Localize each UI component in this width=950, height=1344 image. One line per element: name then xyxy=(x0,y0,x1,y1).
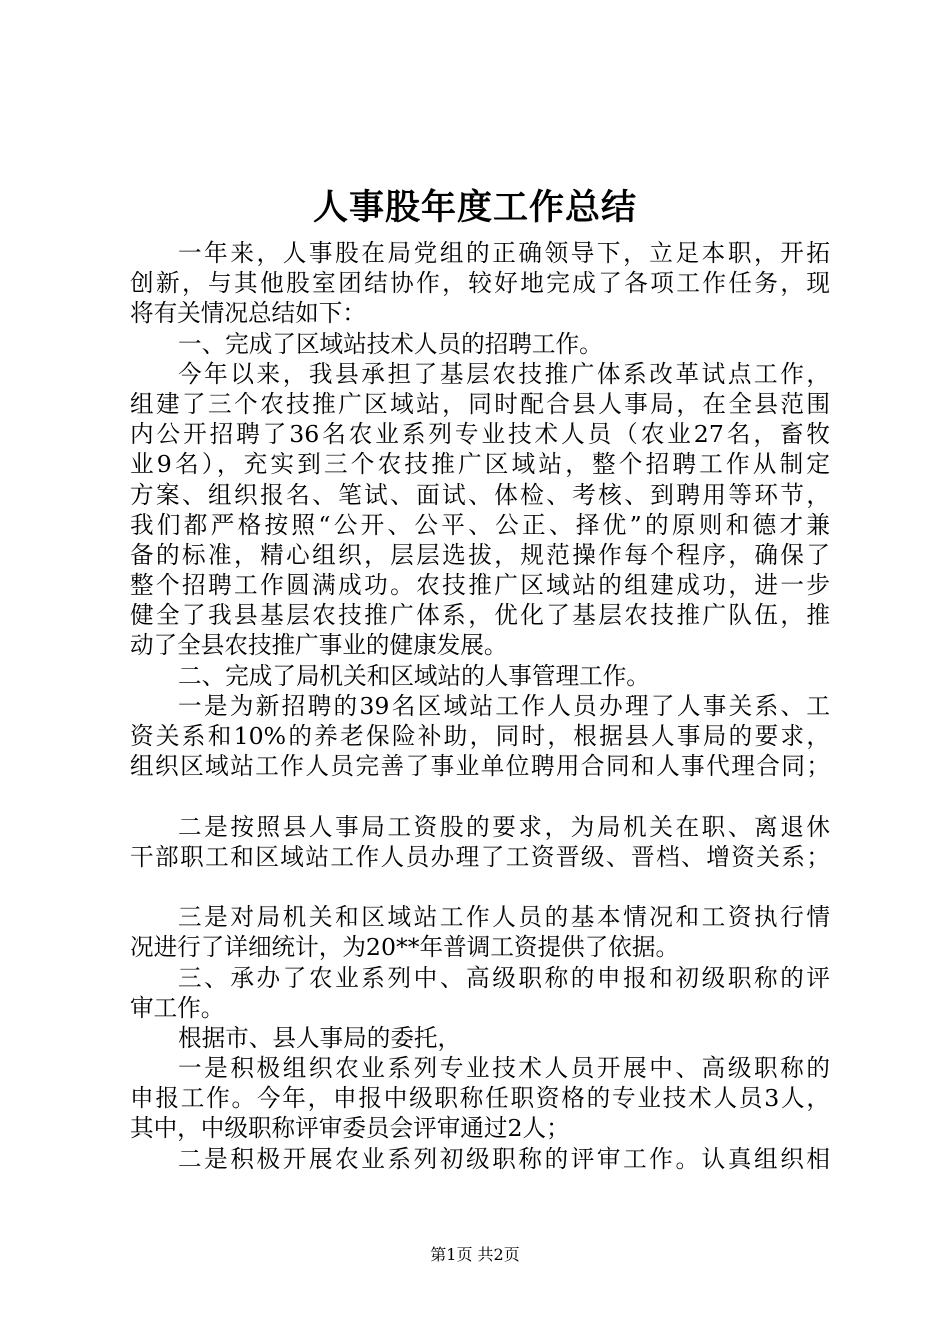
paragraph-line: 三是对局机关和区域站工作人员的基本情况和工资执行情 xyxy=(178,903,830,932)
section-heading-3: 三、承办了农业系列中、高级职称的申报和初级职称的评 xyxy=(178,963,830,992)
paragraph-line: 其中，中级职称评审委员会评审通过2人； xyxy=(130,1114,570,1143)
blank-line xyxy=(130,872,830,902)
paragraph-line: 一年来，人事股在局党组的正确领导下，立足本职，开拓 xyxy=(178,239,830,267)
paragraph-line: 组织区域站工作人员完善了事业单位聘用合同和人事代理合同； xyxy=(130,752,830,781)
paragraph-line: 今年以来，我县承担了基层农技推广体系改革试点工作， xyxy=(178,359,830,388)
paragraph-line: 一是为新招聘的39名区域站工作人员办理了人事关系、工 xyxy=(178,691,830,720)
paragraph-line: 内公开招聘了36名农业系列专业技术人员（农业27名，畜牧 xyxy=(130,420,830,449)
section-heading-2: 二、完成了局机关和区域站的人事管理工作。 xyxy=(178,661,650,690)
paragraph-line: 方案、组织报名、笔试、面试、体检、考核、到聘用等环节， xyxy=(130,480,830,509)
paragraph-line: 二是积极开展农业系列初级职称的评审工作。认真组织相 xyxy=(178,1144,830,1173)
blank-line xyxy=(130,781,830,811)
paragraph-line: 一是积极组织农业系列专业技术人员开展中、高级职称的 xyxy=(178,1054,830,1083)
page-number-footer: 第1页 共2页 xyxy=(430,1245,520,1264)
paragraph-line: 干部职工和区域站工作人员办理了工资晋级、晋档、增资关系； xyxy=(130,842,830,871)
paragraph-line: 整个招聘工作圆满成功。农技推广区域站的组建成功，进一步 xyxy=(130,571,830,600)
paragraph-line: 业9名），充实到三个农技推广区域站，整个招聘工作从制定 xyxy=(130,450,830,479)
paragraph-line: 申报工作。今年，申报中级职称任职资格的专业技术人员3人， xyxy=(130,1084,830,1113)
paragraph-line: 资关系和10%的养老保险补助，同时，根据县人事局的要求， xyxy=(130,722,830,750)
paragraph-line: 健全了我县基层农技推广体系，优化了基层农技推广队伍，推 xyxy=(130,601,830,630)
paragraph-line: 二是按照县人事局工资股的要求，为局机关在职、离退休 xyxy=(178,812,830,841)
document-body xyxy=(130,238,830,1174)
section-heading-1: 一、完成了区域站技术人员的招聘工作。 xyxy=(178,329,603,358)
paragraph-line: 动了全县农技推广事业的健康发展。 xyxy=(130,631,508,660)
paragraph-line: 创新，与其他股室团结协作，较好地完成了各项工作任务，现 xyxy=(130,269,830,298)
paragraph-line: 备的标准，精心组织，层层选拔，规范操作每个程序，确保了 xyxy=(130,540,830,569)
paragraph-line: 将有关情况总结如下： xyxy=(130,299,366,328)
paragraph-line: 况进行了详细统计，为20**年普调工资提供了依据。 xyxy=(130,933,680,962)
paragraph-line: 组建了三个农技推广区域站，同时配合县人事局，在全县范围 xyxy=(130,389,830,418)
paragraph-line: 审工作。 xyxy=(130,993,225,1022)
document-title: 人事股年度工作总结 xyxy=(312,187,637,228)
paragraph-line: 我们都严格按照“公开、公平、公正、择优”的原则和德才兼 xyxy=(130,510,830,539)
paragraph-line: 根据市、县人事局的委托， xyxy=(178,1023,462,1052)
